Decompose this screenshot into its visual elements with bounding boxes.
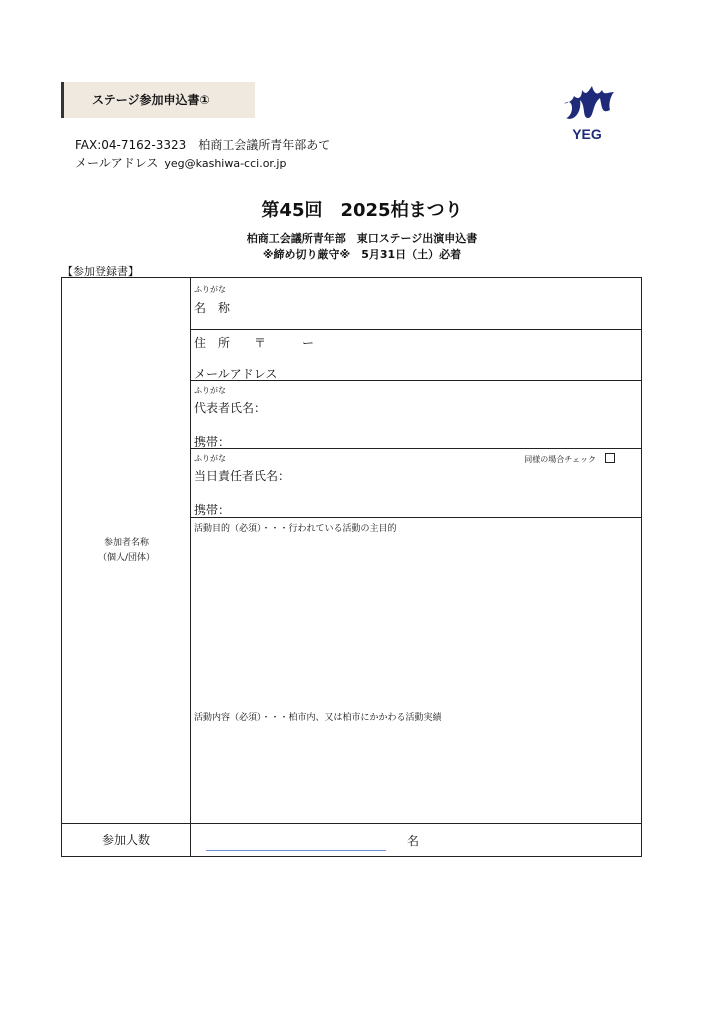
participant-details-column <box>191 278 641 823</box>
activity-purpose-label: 活動目的（必須）・・・行われている活動の主目的 <box>194 524 397 534</box>
participants-row <box>62 823 641 856</box>
mail-label: メールアドレス <box>75 156 159 170</box>
activity-cell[interactable] <box>191 518 641 823</box>
sub-title: 柏商工会議所青年部 東口ステージ出演申込書 <box>246 232 478 245</box>
same-check-label: 同様の場合チェック <box>524 455 596 464</box>
fax-line: FAX:04-7162-3323 柏商工会議所青年部あて <box>75 138 331 152</box>
mail-line <box>75 154 286 171</box>
participant-name-label-line2: （個人/団体） <box>97 553 156 563</box>
furigana-label: ふりがな <box>194 285 226 294</box>
same-as-checkbox[interactable] <box>605 453 615 463</box>
form-label: ステージ参加申込書① <box>92 93 210 107</box>
address-label: 住 所 〒 ー <box>194 336 315 350</box>
logo-text: YEG <box>572 126 602 142</box>
name-label: 名 称 <box>194 301 231 315</box>
form-label-tag <box>61 82 255 118</box>
activity-content-label: 活動内容（必須）・・・柏市内、又は柏市にかかわる活動実績 <box>194 713 442 723</box>
participant-name-label-line1: 参加者名称 <box>103 538 149 548</box>
furigana-label: ふりがな <box>194 386 226 395</box>
page-title: 第45回 2025柏まつり <box>261 200 463 221</box>
registration-form-table <box>61 277 642 857</box>
participant-name-column <box>62 278 191 823</box>
representative-label: 代表者氏名： <box>194 401 267 415</box>
participants-input-line[interactable] <box>206 850 386 851</box>
address-cell[interactable] <box>191 330 641 381</box>
participants-label: 参加人数 <box>62 824 191 857</box>
name-cell[interactable] <box>191 278 641 330</box>
section-label: 【参加登録書】 <box>62 265 139 278</box>
yeg-logo-icon <box>558 82 616 144</box>
participant-name-label <box>62 536 191 566</box>
participants-unit: 名 <box>407 834 420 848</box>
yeg-logo <box>558 82 616 144</box>
furigana-label: ふりがな <box>194 454 226 463</box>
mobile-label: 携帯： <box>194 503 231 517</box>
day-manager-label: 当日責任者氏名： <box>194 469 291 483</box>
deadline-notice: ※締め切り厳守※ 5月31日（土）必着 <box>262 248 462 261</box>
mobile-label: 携帯： <box>194 435 231 449</box>
representative-cell[interactable] <box>191 381 641 449</box>
mail-value[interactable]: yeg@kashiwa-cci.or.jp <box>164 157 287 170</box>
email-label: メールアドレス <box>194 367 278 381</box>
day-manager-cell[interactable] <box>191 449 641 518</box>
